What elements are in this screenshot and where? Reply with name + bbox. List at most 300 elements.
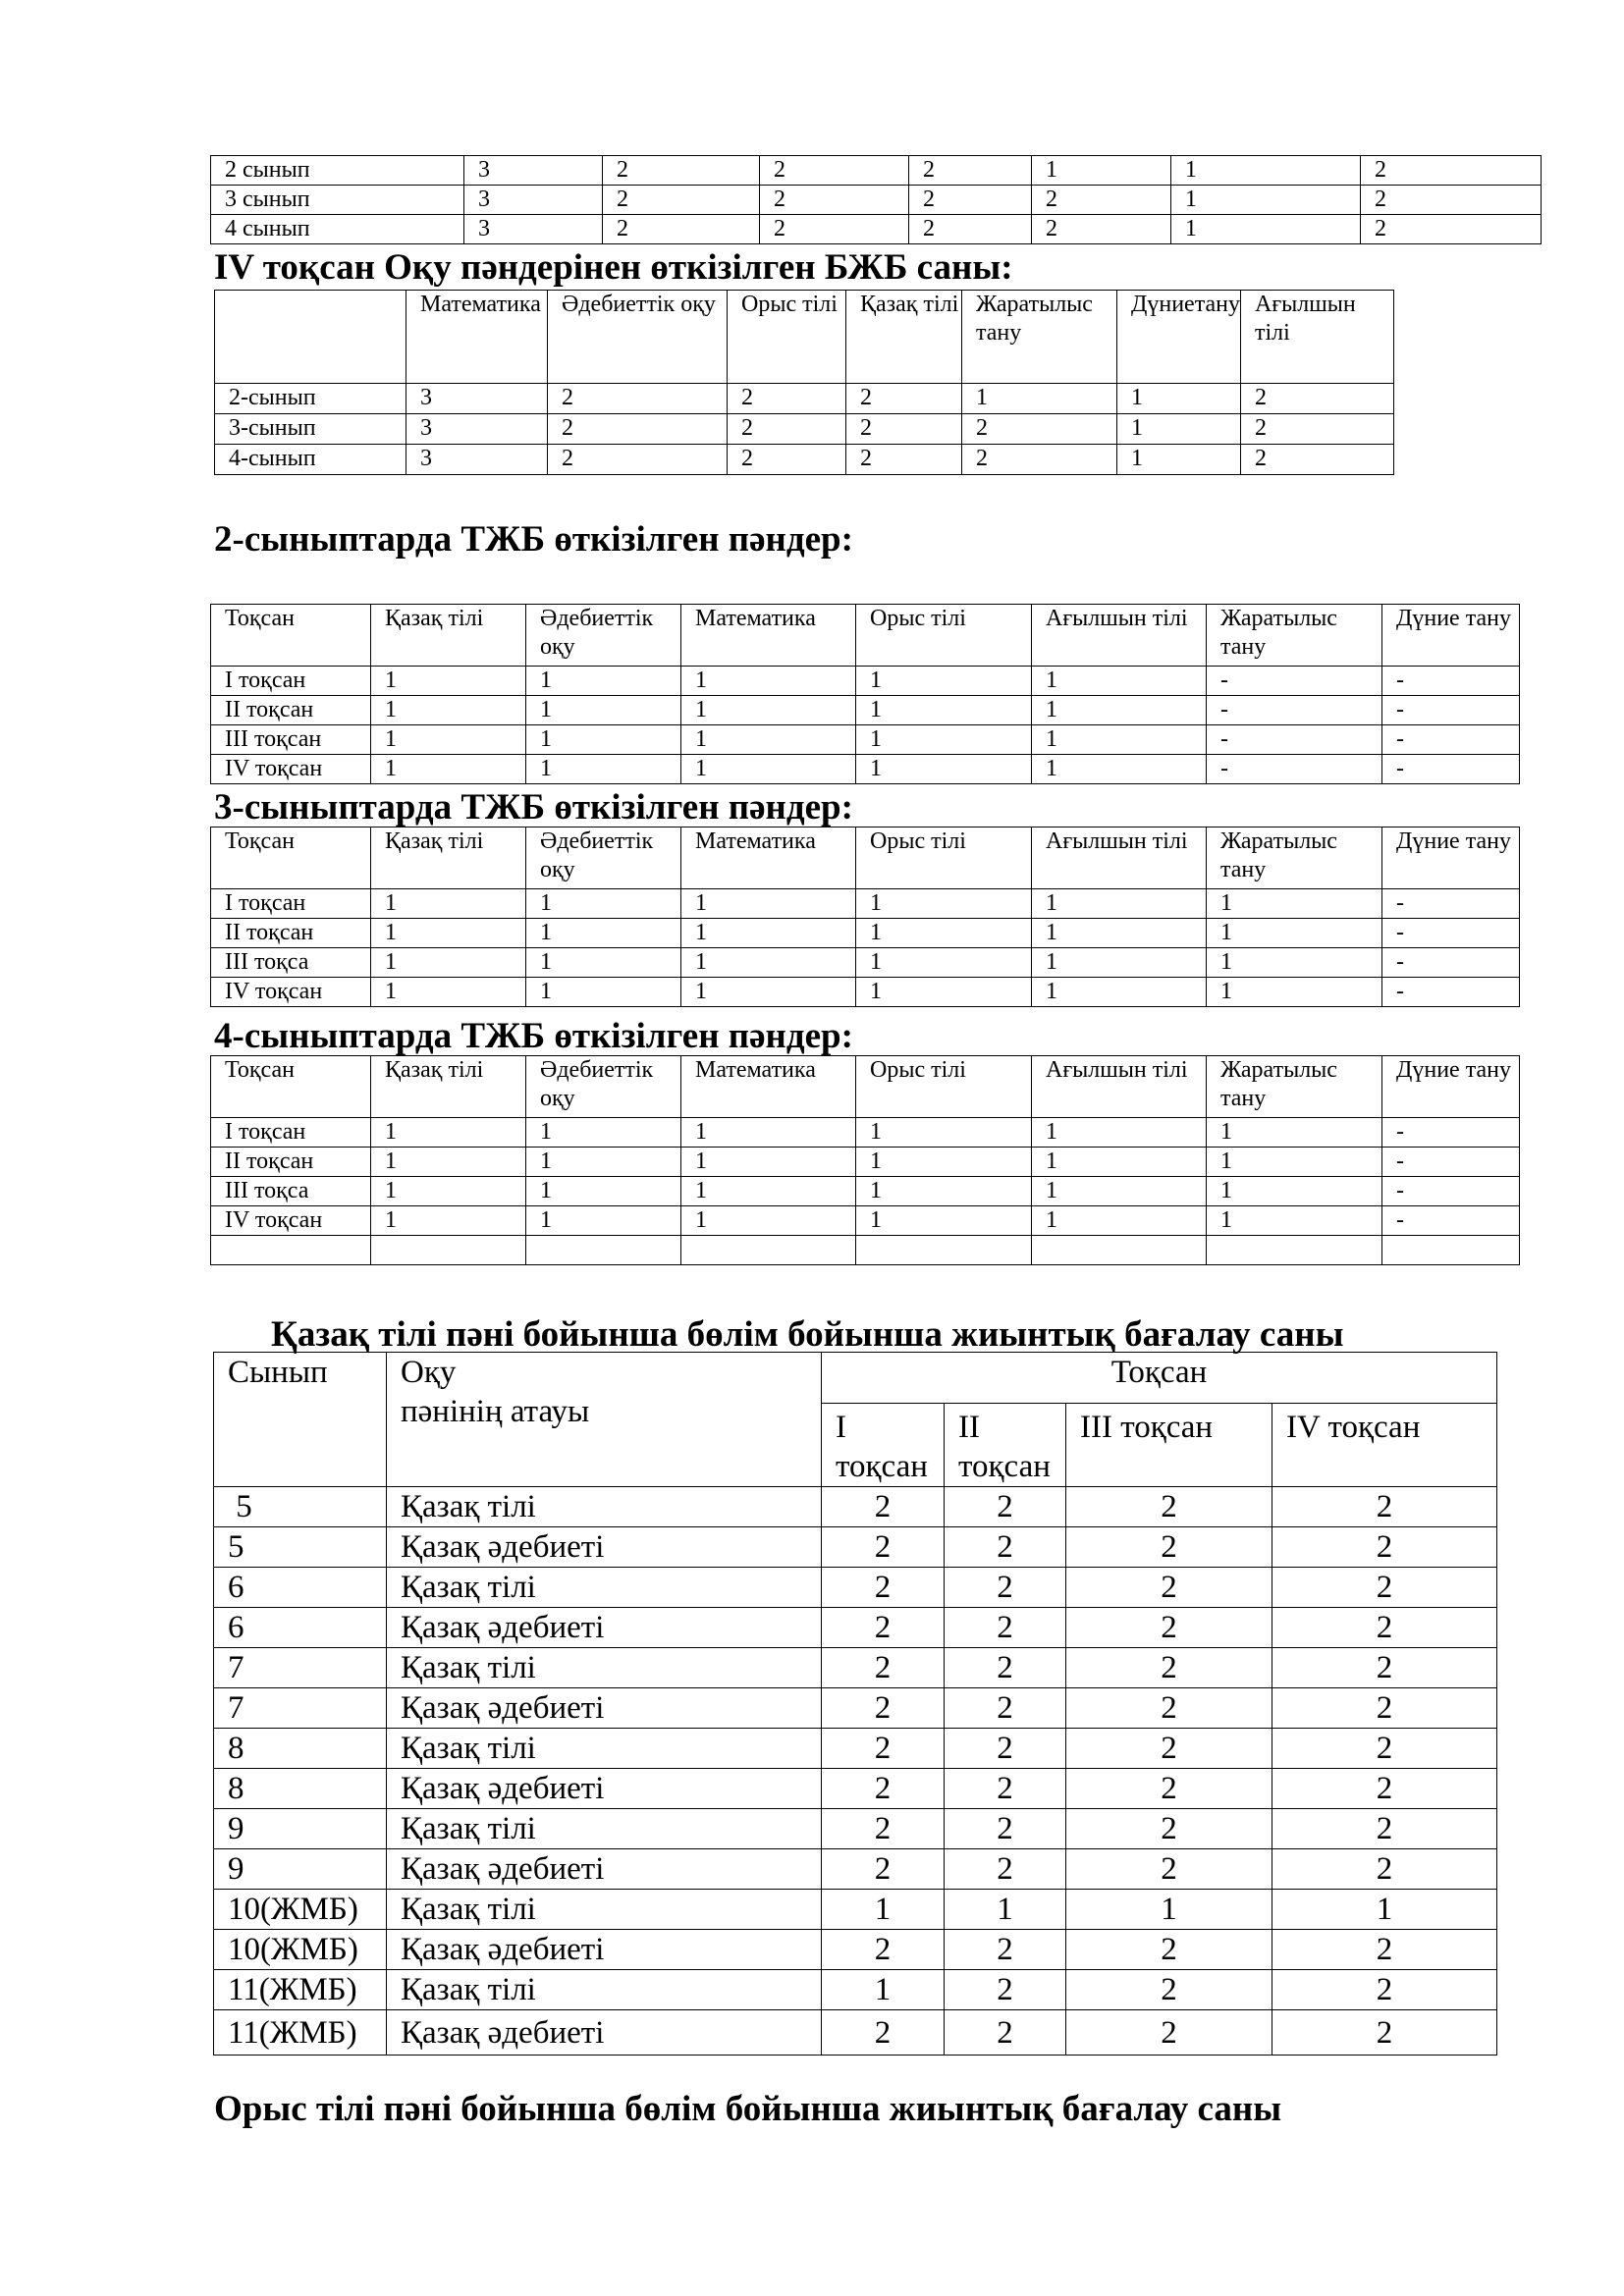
- table-cell: [526, 1236, 681, 1265]
- heading-kaz: Қазақ тілі пәні бойынша бөлім бойынша жиынтық бағалау саны: [271, 1314, 1344, 1355]
- table-cell: 1: [526, 696, 681, 725]
- header-cell-quarter: Тоқсан: [822, 1353, 1497, 1404]
- table-cell: ІV тоқсан: [211, 755, 371, 784]
- table-cell: 1: [856, 1148, 1032, 1177]
- header-cell: Ағылшын тілі: [1032, 605, 1207, 667]
- count-cell: 1: [822, 1970, 945, 2010]
- table-row: [211, 725, 1520, 755]
- class-cell: 5: [214, 1487, 387, 1527]
- count-cell: 2: [1066, 1608, 1272, 1648]
- table-cell: 1: [371, 1148, 526, 1177]
- count-cell: 2: [945, 1608, 1066, 1648]
- count-cell: 2: [1066, 1930, 1272, 1970]
- table-row: [211, 1177, 1520, 1206]
- header-cell: Орыс тілі: [728, 291, 846, 384]
- subject-cell: Қазақ тілі: [387, 1890, 822, 1930]
- count-cell: 2: [945, 1648, 1066, 1688]
- table-cell: 1: [1032, 889, 1207, 919]
- table-cell: 1: [681, 667, 856, 696]
- table-cell: 1: [1207, 1148, 1382, 1177]
- table-cell: 1: [1207, 1206, 1382, 1236]
- count-cell: 1: [945, 1890, 1066, 1930]
- table-cell: [1207, 1236, 1382, 1265]
- table-row: [214, 1930, 1497, 1970]
- table-tjb2-container: [210, 604, 1520, 784]
- count-cell: 2: [945, 1769, 1066, 1809]
- header-cell: Ағылшын тілі: [1032, 828, 1207, 889]
- table-row: [214, 1487, 1497, 1527]
- count-cell: 2: [945, 1688, 1066, 1729]
- table-cell: 2: [909, 215, 1032, 244]
- count-cell: 2: [1272, 1729, 1497, 1769]
- class-cell: 7: [214, 1648, 387, 1688]
- table-cell: -: [1382, 1206, 1520, 1236]
- table-cell: 1: [856, 725, 1032, 755]
- table-cell: 1: [526, 948, 681, 978]
- table-cell: ІІІ тоқса: [211, 1177, 371, 1206]
- table-cell: [371, 1236, 526, 1265]
- table-row: [214, 1890, 1497, 1930]
- subject-cell: Қазақ әдебиеті: [387, 1769, 822, 1809]
- count-cell: 2: [1066, 1849, 1272, 1890]
- table-cell: 2: [1361, 186, 1542, 215]
- table-cell: ІІІ тоқсан: [211, 725, 371, 755]
- table-tjb3: [210, 827, 1520, 1007]
- table-cell: 1: [962, 384, 1117, 414]
- table-cell: -: [1382, 667, 1520, 696]
- class-cell: 6: [214, 1568, 387, 1608]
- table-cell: 1: [1032, 1206, 1207, 1236]
- subject-cell: Қазақ әдебиеті: [387, 1930, 822, 1970]
- table-header-row: [214, 1353, 1497, 1404]
- count-cell: 2: [945, 1729, 1066, 1769]
- table-cell: 1: [526, 755, 681, 784]
- count-cell: 2: [1066, 1688, 1272, 1729]
- table-cell: ІV тоқсан: [211, 978, 371, 1007]
- header-cell: Дүние тану: [1382, 828, 1520, 889]
- table-row: [214, 1648, 1497, 1688]
- table-row: [211, 948, 1520, 978]
- header-cell: Орыс тілі: [856, 1056, 1032, 1118]
- class-cell: 10(ЖМБ): [214, 1890, 387, 1930]
- table-cell: 2: [603, 186, 760, 215]
- class-cell: 9: [214, 1849, 387, 1890]
- count-cell: 2: [945, 1568, 1066, 1608]
- table-cell: 1: [371, 755, 526, 784]
- table-cell: 1: [1032, 1177, 1207, 1206]
- class-cell: 10(ЖМБ): [214, 1930, 387, 1970]
- count-cell: 2: [1272, 1568, 1497, 1608]
- count-cell: 2: [1066, 1729, 1272, 1769]
- subject-cell: Қазақ әдебиеті: [387, 2010, 822, 2056]
- table-row: [211, 215, 1542, 244]
- table-cell: 4-сынып: [215, 445, 406, 475]
- table-cell: 2: [760, 186, 909, 215]
- table-cell: 1: [371, 667, 526, 696]
- header-cell: Тоқсан: [211, 828, 371, 889]
- table-cell: [681, 1236, 856, 1265]
- table-tjb4: [210, 1055, 1520, 1265]
- table-top-container: [210, 155, 1542, 244]
- table-cell: 2: [962, 445, 1117, 475]
- count-cell: 2: [822, 1527, 945, 1568]
- table-cell: 1: [856, 919, 1032, 948]
- header-cell: Ағылшын тілі: [1032, 1056, 1207, 1118]
- table-cell: ІІІ тоқса: [211, 948, 371, 978]
- table-kaz-container: [213, 1352, 1497, 2056]
- table-cell: 2: [548, 445, 728, 475]
- table-row: [211, 1148, 1520, 1177]
- table-cell: 1: [1207, 919, 1382, 948]
- table-cell: 1: [1207, 1118, 1382, 1148]
- subject-cell: Қазақ әдебиеті: [387, 1849, 822, 1890]
- table-cell: 1: [1207, 1177, 1382, 1206]
- table-cell: 2-сынып: [215, 384, 406, 414]
- table-cell: І тоқсан: [211, 889, 371, 919]
- table-row: [211, 667, 1520, 696]
- count-cell: 1: [1066, 1890, 1272, 1930]
- count-cell: 2: [1066, 1648, 1272, 1688]
- table-row: [214, 2010, 1497, 2056]
- subject-cell: Қазақ тілі: [387, 1970, 822, 2010]
- subject-cell: Қазақ тілі: [387, 1729, 822, 1769]
- count-cell: 2: [945, 1527, 1066, 1568]
- table-cell: 2: [603, 156, 760, 186]
- table-cell: [856, 1236, 1032, 1265]
- table-row: [211, 696, 1520, 725]
- table-cell: 1: [1032, 696, 1207, 725]
- table-cell: 1: [371, 1177, 526, 1206]
- count-cell: 2: [822, 1849, 945, 1890]
- table-cell: 1: [681, 1206, 856, 1236]
- count-cell: 2: [822, 1487, 945, 1527]
- header-cell: Орыс тілі: [856, 605, 1032, 667]
- table-cell: 2: [1241, 445, 1394, 475]
- count-cell: 2: [822, 1769, 945, 1809]
- table-cell: ІІ тоқсан: [211, 696, 371, 725]
- table-cell: 3: [464, 156, 603, 186]
- header-cell-quarter-1: І тоқсан: [822, 1404, 945, 1487]
- count-cell: 2: [1272, 1970, 1497, 2010]
- table-cell: 1: [371, 919, 526, 948]
- count-cell: 2: [822, 1648, 945, 1688]
- count-cell: 2: [1272, 1487, 1497, 1527]
- count-cell: 2: [822, 1568, 945, 1608]
- table-cell: 1: [1171, 156, 1361, 186]
- table-cell: -: [1382, 889, 1520, 919]
- table-cell: 1: [1171, 186, 1361, 215]
- count-cell: 2: [1066, 1487, 1272, 1527]
- class-cell: 11(ЖМБ): [214, 2010, 387, 2056]
- table-tjb3-container: [210, 827, 1520, 1007]
- header-cell: Дүние тану: [1382, 1056, 1520, 1118]
- header-cell-quarter-3: ІІІ тоқсан: [1066, 1404, 1272, 1487]
- table-cell: 2: [760, 215, 909, 244]
- header-cell: Тоқсан: [211, 605, 371, 667]
- table-bjb-container: [214, 290, 1394, 475]
- table-cell: 1: [526, 889, 681, 919]
- table-header-row: [211, 605, 1520, 667]
- table-cell: [1382, 1236, 1520, 1265]
- table-cell: 1: [526, 978, 681, 1007]
- header-cell: Қазақ тілі: [371, 605, 526, 667]
- table-cell: 2: [962, 414, 1117, 445]
- table-cell: 1: [1117, 445, 1241, 475]
- table-cell: [211, 1236, 371, 1265]
- count-cell: 2: [945, 1930, 1066, 1970]
- table-cell: 1: [681, 755, 856, 784]
- heading-tjb2: 2-сыныптарда ТЖБ өткізілген пәндер:: [214, 519, 853, 560]
- count-cell: 2: [1066, 1769, 1272, 1809]
- table-cell: 2: [1032, 215, 1171, 244]
- table-cell: 1: [371, 978, 526, 1007]
- count-cell: 1: [1272, 1890, 1497, 1930]
- table-bjb: [214, 290, 1394, 475]
- header-cell: Әдебиеттік оқу: [526, 605, 681, 667]
- table-cell: 1: [371, 725, 526, 755]
- table-row: [214, 1849, 1497, 1890]
- header-cell: Дүние тану: [1382, 605, 1520, 667]
- class-cell: 11(ЖМБ): [214, 1970, 387, 2010]
- subject-cell: Қазақ тілі: [387, 1487, 822, 1527]
- table-cell: 1: [371, 1206, 526, 1236]
- heading-bjb: IV тоқсан Оқу пәндерінен өткізілген БЖБ саны:: [214, 247, 1013, 288]
- table-cell: 3: [406, 445, 548, 475]
- table-cell: -: [1382, 1118, 1520, 1148]
- table-row: [211, 1236, 1520, 1265]
- table-row: [211, 978, 1520, 1007]
- count-cell: 2: [1272, 1769, 1497, 1809]
- table-cell: 1: [526, 1177, 681, 1206]
- count-cell: 2: [945, 1970, 1066, 2010]
- table-tjb2: [210, 604, 1520, 784]
- table-cell: -: [1207, 696, 1382, 725]
- count-cell: 2: [822, 2010, 945, 2056]
- header-cell: Жаратылыс тану: [1207, 605, 1382, 667]
- table-cell: 2: [728, 384, 846, 414]
- table-row: [215, 384, 1394, 414]
- table-row: [211, 186, 1542, 215]
- subject-cell: Қазақ әдебиеті: [387, 1527, 822, 1568]
- table-cell: 1: [1117, 384, 1241, 414]
- table-row: [214, 1729, 1497, 1769]
- header-cell: Математика: [406, 291, 548, 384]
- table-cell: 1: [526, 667, 681, 696]
- table-cell: 1: [681, 978, 856, 1007]
- table-kaz: [213, 1352, 1497, 2056]
- count-cell: 2: [1066, 2010, 1272, 2056]
- table-cell: 2: [760, 156, 909, 186]
- table-cell: 1: [856, 889, 1032, 919]
- count-cell: 2: [1272, 1688, 1497, 1729]
- header-cell-quarter-2: ІІ тоқсан: [945, 1404, 1066, 1487]
- table-cell: 1: [856, 667, 1032, 696]
- table-cell: 1: [681, 696, 856, 725]
- table-cell: 1: [1032, 919, 1207, 948]
- table-cell: 3-сынып: [215, 414, 406, 445]
- table-cell: 2: [728, 414, 846, 445]
- table-row: [215, 445, 1394, 475]
- table-cell: 1: [371, 1118, 526, 1148]
- header-cell: Қазақ тілі: [371, 1056, 526, 1118]
- table-cell: -: [1382, 725, 1520, 755]
- table-cell: 1: [371, 696, 526, 725]
- table-row: [214, 1970, 1497, 2010]
- table-cell: 2: [846, 414, 962, 445]
- table-row: [211, 1118, 1520, 1148]
- table-cell: 1: [856, 1177, 1032, 1206]
- header-cell: Әдебиеттік оқу: [526, 1056, 681, 1118]
- header-cell: Қазақ тілі: [846, 291, 962, 384]
- heading-tjb3: 3-сыныптарда ТЖБ өткізілген пәндер:: [214, 787, 853, 828]
- table-row: [214, 1527, 1497, 1568]
- table-cell: 1: [1207, 889, 1382, 919]
- subject-cell: Қазақ тілі: [387, 1809, 822, 1849]
- table-cell: 2: [846, 384, 962, 414]
- subject-cell: Қазақ әдебиеті: [387, 1688, 822, 1729]
- table-cell: 3: [406, 384, 548, 414]
- table-cell: 2: [1361, 156, 1542, 186]
- table-cell: 1: [1117, 414, 1241, 445]
- table-cell: 3 сынып: [211, 186, 464, 215]
- table-cell: 2: [603, 215, 760, 244]
- table-cell: 2: [1032, 186, 1171, 215]
- header-cell: Тоқсан: [211, 1056, 371, 1118]
- count-cell: 2: [945, 2010, 1066, 2056]
- table-top: [210, 155, 1542, 244]
- table-cell: 1: [681, 1177, 856, 1206]
- table-cell: -: [1382, 1148, 1520, 1177]
- header-cell: Орыс тілі: [856, 828, 1032, 889]
- table-cell: -: [1382, 696, 1520, 725]
- count-cell: 2: [945, 1849, 1066, 1890]
- table-cell: 2: [1241, 414, 1394, 445]
- table-row: [215, 414, 1394, 445]
- table-row: [211, 755, 1520, 784]
- table-cell: 3: [464, 186, 603, 215]
- table-cell: 1: [681, 1148, 856, 1177]
- header-cell: Жаратылыс тану: [1207, 1056, 1382, 1118]
- table-cell: -: [1207, 725, 1382, 755]
- table-cell: 2: [1241, 384, 1394, 414]
- table-cell: 2: [909, 156, 1032, 186]
- table-row: [214, 1769, 1497, 1809]
- table-cell: 1: [526, 1148, 681, 1177]
- heading-rus: Орыс тілі пәні бойынша бөлім бойынша жиынтық бағалау саны: [214, 2089, 1282, 2129]
- count-cell: 2: [945, 1809, 1066, 1849]
- class-cell: 6: [214, 1608, 387, 1648]
- subject-cell: Қазақ тілі: [387, 1568, 822, 1608]
- header-cell-class: Сынып: [214, 1353, 387, 1487]
- table-row: [214, 1608, 1497, 1648]
- table-cell: 1: [526, 725, 681, 755]
- table-cell: 1: [1207, 978, 1382, 1007]
- table-cell: І тоқсан: [211, 1118, 371, 1148]
- header-cell: Жаратылыс тану: [962, 291, 1117, 384]
- table-cell: 1: [371, 889, 526, 919]
- table-cell: -: [1382, 919, 1520, 948]
- count-cell: 2: [1272, 1608, 1497, 1648]
- table-cell: 1: [856, 1118, 1032, 1148]
- count-cell: 2: [1272, 1527, 1497, 1568]
- table-cell: -: [1207, 667, 1382, 696]
- table-cell: 1: [1032, 1148, 1207, 1177]
- table-cell: 1: [856, 755, 1032, 784]
- table-cell: 2: [846, 445, 962, 475]
- header-cell: [215, 291, 406, 384]
- table-cell: 1: [856, 978, 1032, 1007]
- table-row: [211, 156, 1542, 186]
- header-cell: Математика: [681, 828, 856, 889]
- class-cell: 8: [214, 1729, 387, 1769]
- table-cell: 1: [1171, 215, 1361, 244]
- table-cell: 1: [681, 1118, 856, 1148]
- table-row: [214, 1568, 1497, 1608]
- table-cell: 2 сынып: [211, 156, 464, 186]
- table-cell: 1: [1032, 755, 1207, 784]
- table-cell: 1: [681, 889, 856, 919]
- table-header-row: [215, 291, 1394, 384]
- table-cell: 3: [406, 414, 548, 445]
- header-cell: Математика: [681, 1056, 856, 1118]
- header-cell: Әдебиеттік оқу: [548, 291, 728, 384]
- table-cell: 1: [526, 1118, 681, 1148]
- table-cell: 2: [1361, 215, 1542, 244]
- table-cell: -: [1382, 978, 1520, 1007]
- class-cell: 5: [214, 1527, 387, 1568]
- table-cell: 1: [1207, 948, 1382, 978]
- table-cell: 2: [548, 414, 728, 445]
- table-row: [214, 1809, 1497, 1849]
- header-cell: Дүниетану: [1117, 291, 1241, 384]
- table-cell: 1: [681, 919, 856, 948]
- table-row: [211, 1206, 1520, 1236]
- count-cell: 2: [822, 1930, 945, 1970]
- count-cell: 2: [1066, 1809, 1272, 1849]
- header-cell-subject: Оқу пәнінің атауы: [387, 1353, 822, 1487]
- table-cell: 1: [371, 948, 526, 978]
- header-cell: Ағылшын тілі: [1241, 291, 1394, 384]
- table-cell: 1: [856, 948, 1032, 978]
- class-cell: 8: [214, 1769, 387, 1809]
- count-cell: 2: [822, 1729, 945, 1769]
- table-cell: 1: [681, 725, 856, 755]
- table-header-row: [211, 1056, 1520, 1118]
- table-cell: 1: [1032, 978, 1207, 1007]
- table-cell: 1: [1032, 156, 1171, 186]
- header-cell: Қазақ тілі: [371, 828, 526, 889]
- table-cell: 2: [728, 445, 846, 475]
- header-cell: Математика: [681, 605, 856, 667]
- count-cell: 2: [1272, 2010, 1497, 2056]
- table-tjb4-container: [210, 1055, 1520, 1265]
- table-cell: 1: [526, 919, 681, 948]
- table-cell: -: [1382, 1177, 1520, 1206]
- table-cell: [1032, 1236, 1207, 1265]
- subject-cell: Қазақ әдебиеті: [387, 1608, 822, 1648]
- table-cell: -: [1207, 755, 1382, 784]
- table-cell: І тоқсан: [211, 667, 371, 696]
- count-cell: 2: [1272, 1648, 1497, 1688]
- table-cell: 1: [856, 1206, 1032, 1236]
- heading-tjb4: 4-сыныптарда ТЖБ өткізілген пәндер:: [214, 1016, 853, 1056]
- table-cell: -: [1382, 948, 1520, 978]
- table-cell: ІІ тоқсан: [211, 919, 371, 948]
- table-cell: 1: [526, 1206, 681, 1236]
- table-cell: 2: [909, 186, 1032, 215]
- count-cell: 2: [1066, 1527, 1272, 1568]
- count-cell: 2: [822, 1688, 945, 1729]
